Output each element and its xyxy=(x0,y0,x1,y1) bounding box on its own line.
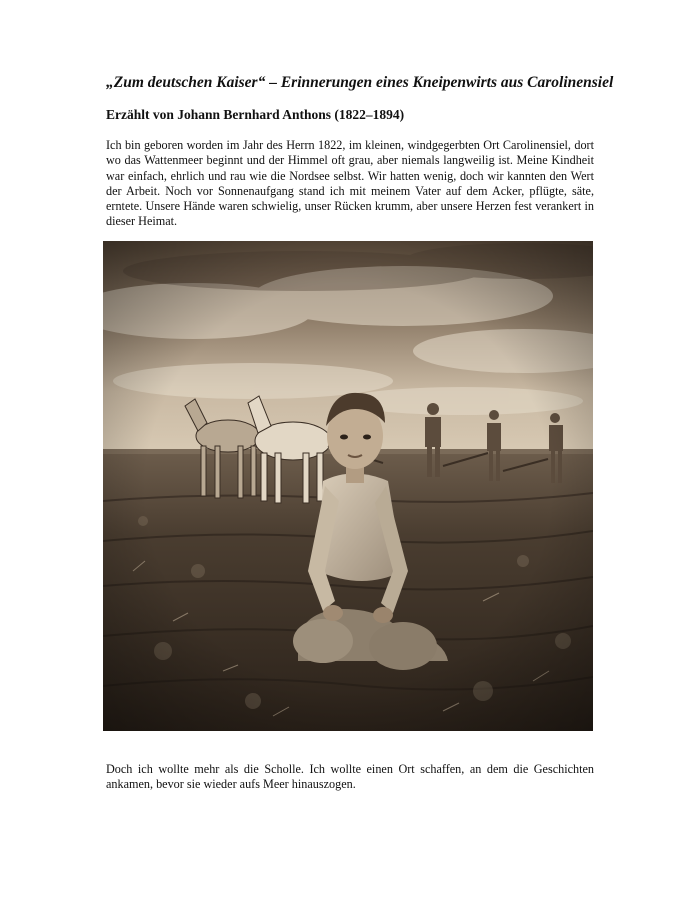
document-title: „Zum deutschen Kaiser“ – Erinnerungen eines Kneipenwirts aus Carolinensiel xyxy=(106,74,614,91)
author-byline: Erzählt von Johann Bernhard Anthons (1822–1894) xyxy=(106,107,405,122)
sepia-photo-boy-in-field xyxy=(103,241,593,731)
closing-paragraph: Doch ich wollte mehr als die Scholle. Ich wollte einen Ort schaffen, an dem die Geschichten ankamen, bevor sie wieder aufs Meer hinauszogen. xyxy=(106,762,594,792)
intro-paragraph: Ich bin geboren worden im Jahr des Herrn 1822, im kleinen, windgegerbten Ort Carolinensiel, dort wo das Wattenmeer beginnt und der Himmel oft grau, aber niemals langweilig ist. Meine Kindheit war einfach, ehrlich und rau wie die Nordsee selbst. Wir hatten wenig, doch wir kannten den Wert der Arbeit. Noch vor Sonnenaufgang stand ich mit meinem Vater auf dem Acker, pflügte, säte, erntete. Unsere Hände waren schwielig, unser Rücken krumm, aber unsere Herzen fest verankert in dieser Heimat. xyxy=(106,138,594,229)
